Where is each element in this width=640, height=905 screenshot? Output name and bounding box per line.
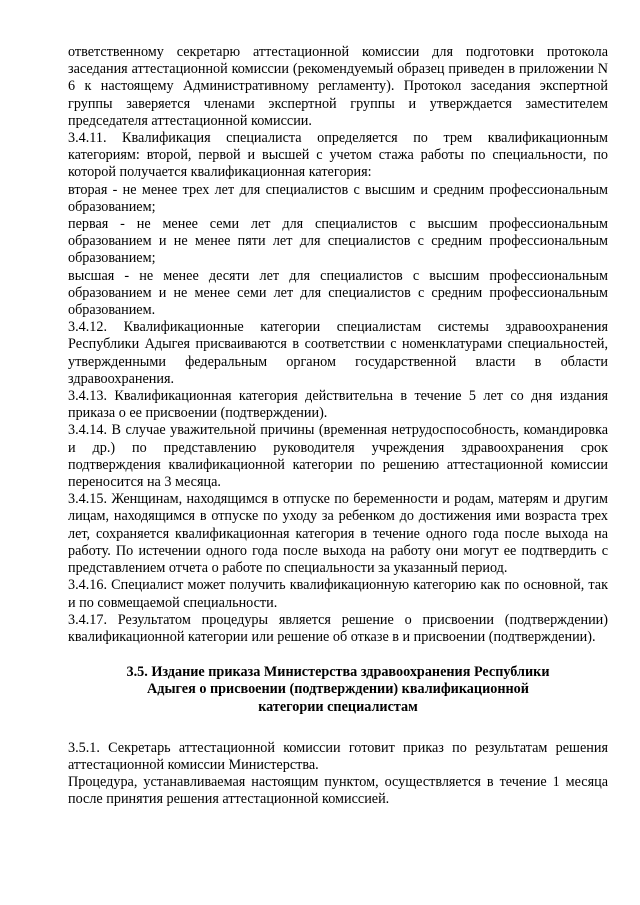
paragraph-procedure-term: Процедура, устанавливаемая настоящим пунктом, осуществляется в течение 1 месяца после принятия решения аттестационной комиссией. xyxy=(68,774,608,808)
paragraph-3-4-17: 3.4.17. Результатом процедуры является решение о присвоении (подтверждении) квалификационной категории или решение об отказе в и присвоении (подтверждении). xyxy=(68,611,608,645)
paragraph-3-4-14: 3.4.14. В случае уважительной причины (временная нетрудоспособность, командировка и др.) по представлению руководителя учреждения здравоохранения срок подтверждения квалификационной категории по решению аттестационной комиссии переносится на 3 месяца. xyxy=(68,422,608,491)
heading-line-2: Адыгея о присвоении (подтверждении) квалификационной xyxy=(147,681,529,698)
paragraph-category-second: вторая - не менее трех лет для специалистов с высшим и средним профессиональным образованием; xyxy=(68,181,608,215)
paragraph-category-first: первая - не менее семи лет для специалистов с высшим профессиональным образованием и не менее пяти лет для специалистов с средним профессиональным образованием; xyxy=(68,216,608,267)
section-heading-3-5 xyxy=(68,664,608,716)
paragraph-3-5-1: 3.5.1. Секретарь аттестационной комиссии готовит приказ по результатам решения аттестационной комиссии Министерства. xyxy=(68,739,608,773)
paragraph-3-4-13: 3.4.13. Квалификационная категория действительна в течение 5 лет со дня издания приказа о ее присвоении (подтверждении). xyxy=(68,388,608,422)
paragraph-3-4-16: 3.4.16. Специалист может получить квалификационную категорию как по основной, так и по совмещаемой специальности. xyxy=(68,577,608,611)
paragraph-3-4-11: 3.4.11. Квалификация специалиста определяется по трем квалификационным категориям: второй, первой и высшей с учетом стажа работы по специальности, по которой получается квалификационная категория: xyxy=(68,130,608,181)
document-page xyxy=(68,44,608,809)
paragraph-3-4-15: 3.4.15. Женщинам, находящимся в отпуске по беременности и родам, матерям и другим лицам, находящимся в отпуске по уходу за ребенком до достижения ими возраста трех лет, сохраняется квалификационная категория в течение одного года после выхода на работу. По истечении одного года после выхода на работу они могут ее подтвердить с представлением отчета о работе по специальности за указанный период. xyxy=(68,491,608,577)
spacer xyxy=(68,716,608,740)
heading-line-1: 3.5. Издание приказа Министерства здравоохранения Республики xyxy=(126,664,550,681)
paragraph-3-4-12: 3.4.12. Квалификационные категории специалистам системы здравоохранения Республики Адыгея присваиваются в соответствии с номенклатурами специальностей, утвержденными федеральным органом государственной власти в области здравоохранения. xyxy=(68,319,608,387)
paragraph-protocol: ответственному секретарю аттестационной комиссии для подготовки протокола заседания аттестационной комиссии (рекомендуемый образец приведен в приложении N 6 к настоящему Административному регламенту). Протокол заседания экспертной группы заверяется членами экспертной группы и утверждается заместителем председателя аттестационной комиссии. xyxy=(68,44,608,129)
heading-line-3: категории специалистам xyxy=(258,698,418,715)
paragraph-category-highest: высшая - не менее десяти лет для специалистов с высшим профессиональным образованием и не менее семи лет для специалистов с средним профессиональным образованием. xyxy=(68,267,608,319)
